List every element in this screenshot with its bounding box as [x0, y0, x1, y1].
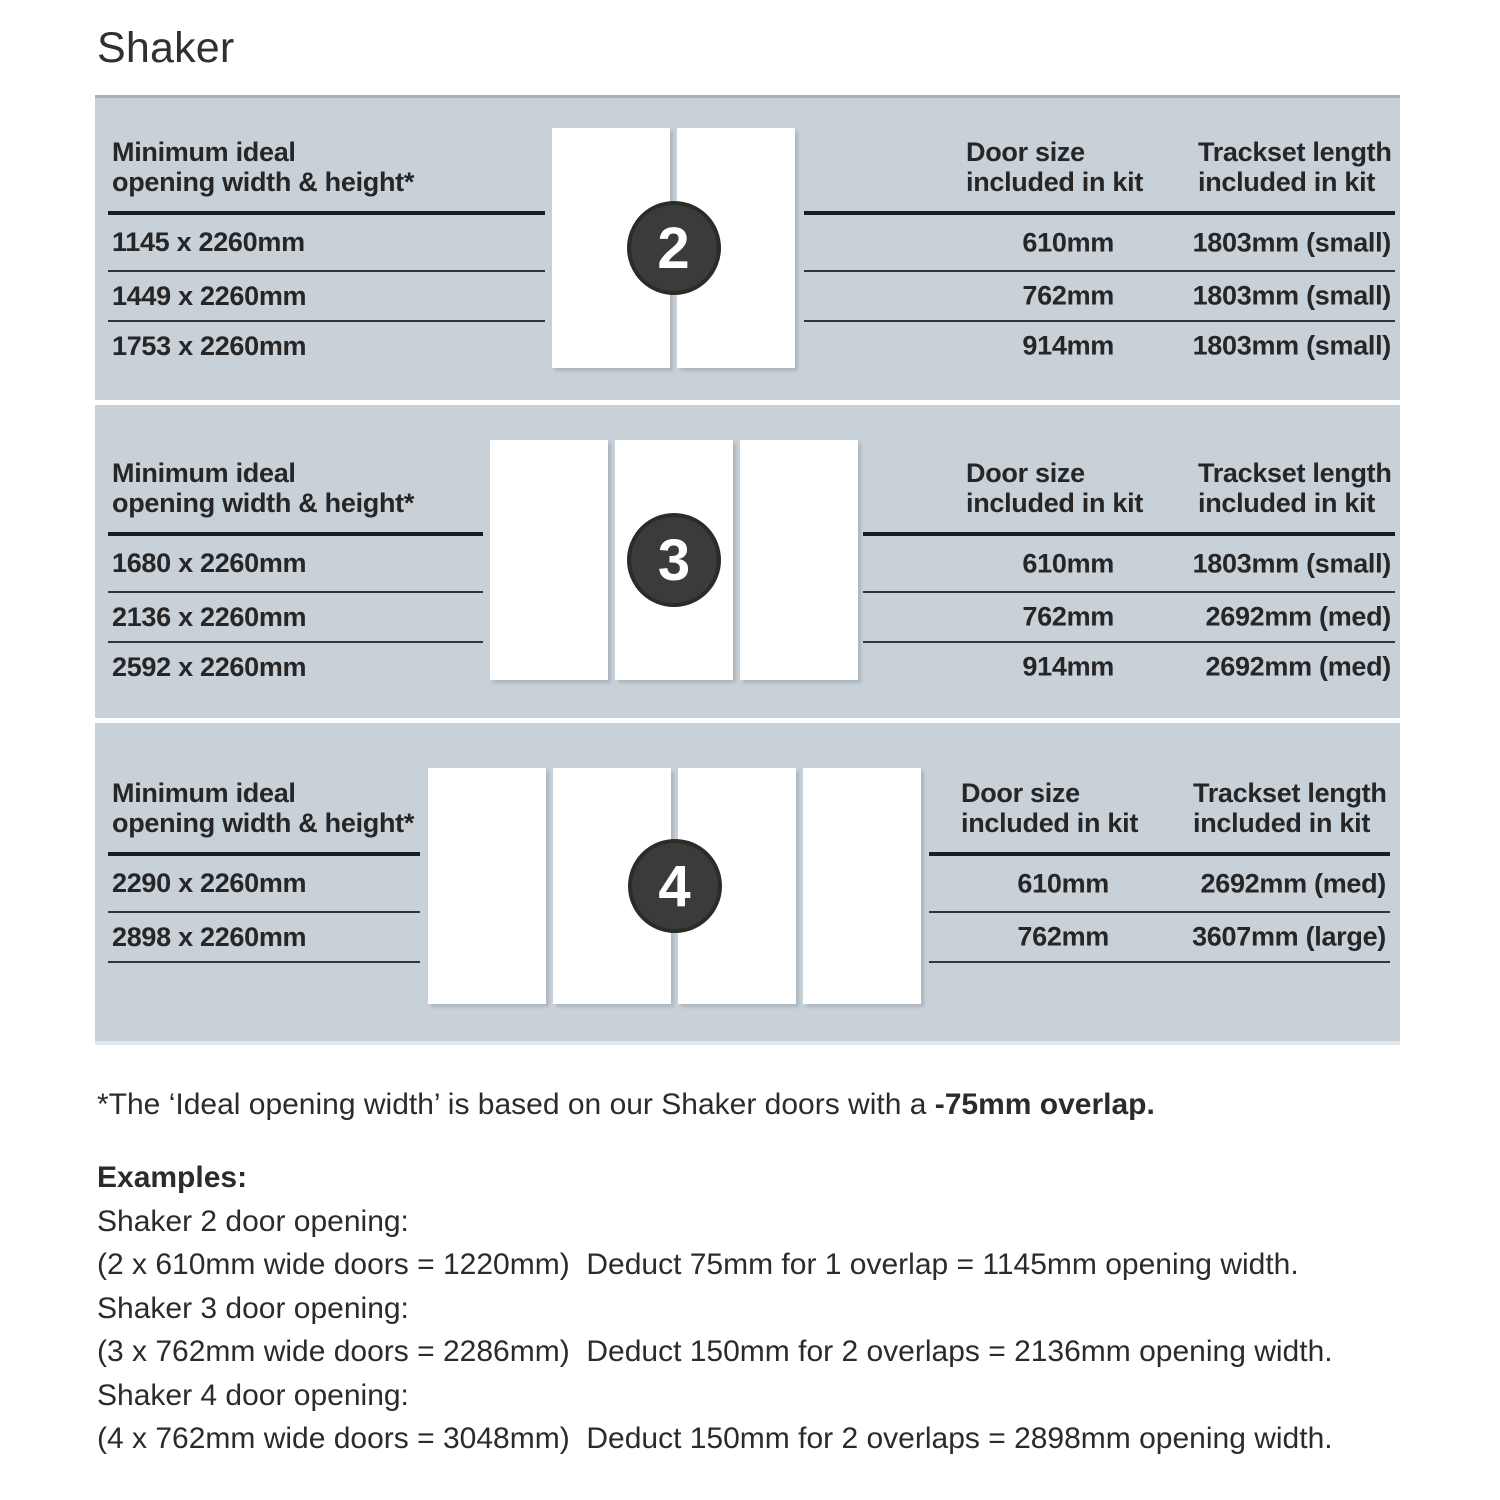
- section-4-door: [95, 723, 1400, 1045]
- section-2-door: [95, 95, 1400, 400]
- kit-table: [804, 137, 1395, 370]
- footnote-bold: -75mm overlap.: [934, 1088, 1155, 1121]
- opening-header-line2: opening width & height*: [112, 808, 415, 838]
- kit-row: [804, 322, 1395, 370]
- door-diagram-2: [552, 128, 795, 368]
- page-title: Shaker: [97, 24, 235, 72]
- door-size-value: 914mm: [1022, 651, 1114, 682]
- example-line: Shaker 3 door opening:: [97, 1291, 409, 1325]
- door-size-value: 914mm: [1022, 330, 1114, 361]
- trackset-header-line1: Trackset length: [1198, 458, 1392, 488]
- spec-panel: [95, 95, 1400, 1045]
- opening-row: 1680 x 2260mm: [108, 536, 483, 593]
- examples-block: [97, 1156, 1333, 1461]
- kit-row: [929, 913, 1390, 963]
- door-size-value: 762mm: [1022, 280, 1114, 311]
- trackset-header-line2: included in kit: [1198, 488, 1376, 518]
- trackset-header: [1198, 458, 1395, 518]
- trackset-value: 1803mm (small): [1192, 548, 1391, 578]
- trackset-value: 2692mm (med): [1200, 868, 1386, 898]
- door-size-value: 610mm: [1022, 548, 1114, 578]
- door-size-value: 762mm: [1022, 601, 1114, 632]
- example-line: (2 x 610mm wide doors = 1220mm) Deduct 75mm for 1 overlap = 1145mm opening width.: [97, 1248, 1299, 1281]
- door-size-value: 762mm: [1017, 921, 1109, 952]
- trackset-header: [1193, 778, 1390, 838]
- door-size-header-line2: included in kit: [966, 488, 1144, 518]
- opening-row: 1145 x 2260mm: [108, 215, 545, 272]
- kit-row: [804, 272, 1395, 322]
- trackset-header: [1198, 137, 1395, 197]
- trackset-value: 2692mm (med): [1205, 651, 1391, 682]
- door-size-value: 610mm: [1017, 868, 1109, 898]
- opening-header-line2: opening width & height*: [112, 167, 415, 197]
- example-line: (4 x 762mm wide doors = 3048mm) Deduct 150mm for 2 overlaps = 2898mm opening width.: [97, 1422, 1333, 1455]
- trackset-header-line2: included in kit: [1193, 808, 1371, 838]
- footnote: [97, 1088, 1155, 1122]
- kit-row: [804, 215, 1395, 272]
- opening-header-line1: Minimum ideal: [112, 137, 296, 167]
- door-size-header-line2: included in kit: [966, 167, 1144, 197]
- kit-table: [863, 458, 1395, 691]
- trackset-value: 1803mm (small): [1192, 227, 1391, 257]
- door-count-badge: 4: [628, 839, 722, 933]
- door-panel: [740, 440, 858, 680]
- opening-table: [108, 778, 420, 963]
- door-count-badge: 2: [627, 201, 721, 295]
- door-size-value: 610mm: [1022, 227, 1114, 257]
- trackset-value: 3607mm (large): [1192, 921, 1386, 952]
- opening-header-line1: Minimum ideal: [112, 458, 296, 488]
- door-size-header-line1: Door size: [966, 458, 1085, 488]
- kit-row: [863, 643, 1395, 691]
- door-diagram-3: [490, 440, 858, 680]
- door-diagram-4: [428, 768, 921, 1004]
- kit-table-header: [929, 778, 1390, 838]
- opening-header-line2: opening width & height*: [112, 488, 415, 518]
- door-panel: [803, 768, 921, 1004]
- section-3-door: [95, 405, 1400, 718]
- door-count-badge: 3: [627, 513, 721, 607]
- door-size-header-line1: Door size: [961, 778, 1080, 808]
- door-size-header: [966, 458, 1146, 518]
- example-line: Shaker 2 door opening:: [97, 1204, 409, 1238]
- trackset-value: 1803mm (small): [1192, 280, 1391, 311]
- opening-header: [108, 137, 545, 197]
- trackset-header-line2: included in kit: [1198, 167, 1376, 197]
- trackset-header-line1: Trackset length: [1198, 137, 1392, 167]
- door-panel: [490, 440, 608, 680]
- kit-table: [929, 778, 1390, 963]
- opening-header: [108, 778, 420, 838]
- opening-header-line1: Minimum ideal: [112, 778, 296, 808]
- opening-row: 2290 x 2260mm: [108, 856, 420, 913]
- opening-table: [108, 137, 545, 370]
- example-line: (3 x 762mm wide doors = 2286mm) Deduct 150mm for 2 overlaps = 2136mm opening width.: [97, 1335, 1333, 1368]
- door-size-header: [966, 137, 1146, 197]
- trackset-header-line1: Trackset length: [1193, 778, 1387, 808]
- door-size-header-line1: Door size: [966, 137, 1085, 167]
- door-size-header-line2: included in kit: [961, 808, 1139, 838]
- example-line: Shaker 4 door opening:: [97, 1378, 409, 1412]
- examples-heading: Examples:: [97, 1161, 248, 1194]
- opening-table: [108, 458, 483, 691]
- opening-row: 2898 x 2260mm: [108, 913, 420, 963]
- opening-header: [108, 458, 483, 518]
- trackset-value: 1803mm (small): [1192, 330, 1391, 361]
- kit-row: [863, 593, 1395, 643]
- trackset-value: 2692mm (med): [1205, 601, 1391, 632]
- kit-row: [863, 536, 1395, 593]
- opening-row: 1753 x 2260mm: [112, 330, 307, 361]
- footnote-text: *The ‘Ideal opening width’ is based on our Shaker doors with a: [97, 1088, 935, 1121]
- opening-row: 1449 x 2260mm: [108, 272, 545, 322]
- kit-table-header: [863, 458, 1395, 518]
- opening-row: 2136 x 2260mm: [108, 593, 483, 643]
- kit-table-header: [804, 137, 1395, 197]
- kit-row: [929, 856, 1390, 913]
- opening-row: 2592 x 2260mm: [112, 651, 307, 682]
- door-panel: [428, 768, 546, 1004]
- door-size-header: [961, 778, 1141, 838]
